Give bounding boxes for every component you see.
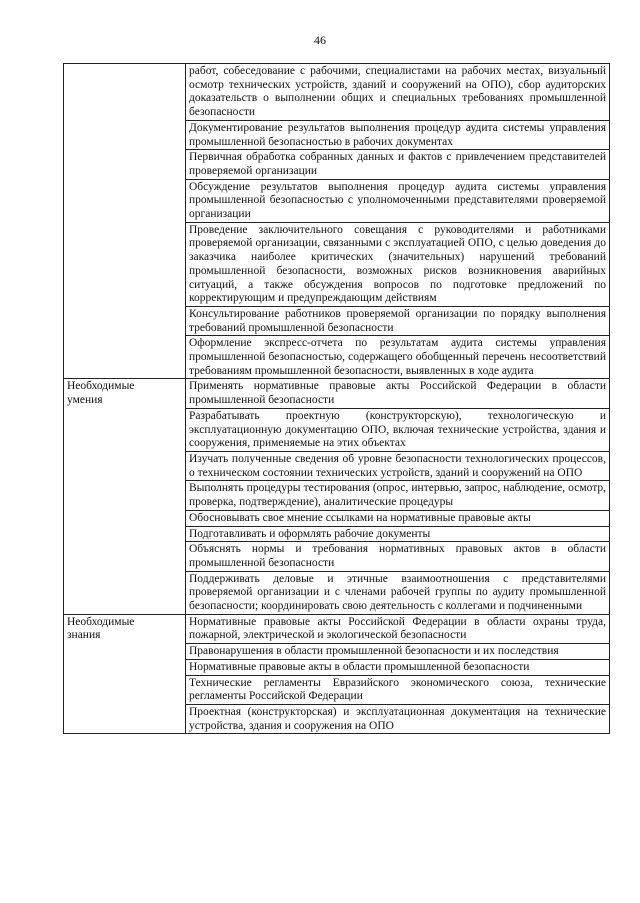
page-number: 46 (314, 33, 326, 47)
requirement-cell: Нормативные правовые акты в области промышленной безопасности (186, 659, 610, 675)
requirement-cell: Выполнять процедуры тестирования (опрос, интервью, запрос, наблюдение, осмотр, проверка, подтверждение), аналитические процедуры (186, 481, 610, 510)
section-label-cell (64, 379, 186, 614)
requirement-cell: Изучать полученные сведения об уровне безопасности технологических процессов, о техническом состоянии технических устройств, зданий и сооружений на ОПО (186, 451, 610, 480)
requirement-cell: Обосновывать свое мнение ссылками на нормативные правовые акты (186, 510, 610, 526)
requirement-cell: Разрабатывать проектную (конструкторскую), технологическую и эксплуатационную документацию ОПО, включая технические устройства, здания и сооружения, применяемые на этих объектах (186, 408, 610, 451)
requirement-cell: Оформление экспресс-отчета по результатам аудита системы управления промышленной безопасностью, содержащего обобщенный перечень несоответствий требованиям промышленной безопасности, выявленных в ходе аудита (186, 336, 610, 379)
table-row (64, 379, 610, 408)
requirement-cell: Проведение заключительного совещания с руководителями и работниками проверяемой организации, связанными с эксплуатацией ОПО, с целью доведения до заказчика наиболее критических (значительных) нарушений требований промышленной безопасности, возможных рисков возникновения аварийных ситуаций, а также обсуждения вопросов по подготовке предложений по корректирующим и предупреждающим действиям (186, 222, 610, 306)
requirement-cell: Применять нормативные правовые акты Российской Федерации в области промышленной безопасности (186, 379, 610, 408)
requirement-cell: работ, собеседование с рабочими, специалистами на рабочих местах, визуальный осмотр технических устройств, зданий и сооружений на ОПО), сбор аудиторских доказательств о выполнении общих и специальных требованиях промышленной безопасности (186, 64, 610, 121)
requirement-cell: Объяснять нормы и требования нормативных правовых актов в области промышленной безопасности (186, 542, 610, 571)
requirement-cell: Документирование результатов выполнения процедур аудита системы управления промышленной безопасностью в рабочих документах (186, 120, 610, 149)
requirement-cell: Проектная (конструкторская) и эксплуатационная документация на технические устройства, здания и сооружения на ОПО (186, 704, 610, 733)
section-label-cell (64, 614, 186, 734)
requirements-table-body (64, 64, 610, 734)
requirement-cell: Поддерживать деловые и этичные взаимоотношения с представителями проверяемой организации и с членами рабочей группы по аудиту промышленной безопасности; координировать свою деятельность с коллегами и подчиненными (186, 571, 610, 614)
requirement-cell: Правонарушения в области промышленной безопасности и их последствия (186, 644, 610, 660)
section-label: Необходимые знания (67, 615, 135, 642)
requirement-cell: Технические регламенты Евразийского экономического союза, технические регламенты Российской Федерации (186, 675, 610, 704)
requirements-table (63, 63, 610, 734)
section-label: Необходимые умения (67, 380, 135, 407)
requirement-cell: Обсуждение результатов выполнения процедур аудита системы управления промышленной безопасностью с уполномоченными представителями проверяемой организации (186, 179, 610, 222)
section-label-cell (64, 64, 186, 379)
table-row (64, 64, 610, 121)
requirement-cell: Нормативные правовые акты Российской Федерации в области охраны труда, пожарной, электрической и экологической безопасности (186, 614, 610, 643)
requirement-cell: Подготавливать и оформлять рабочие документы (186, 526, 610, 542)
requirement-cell: Консультирование работников проверяемой организации по порядку выполнения требований промышленной безопасности (186, 306, 610, 335)
requirement-cell: Первичная обработка собранных данных и фактов с привлечением представителей проверяемой организации (186, 150, 610, 179)
table-row (64, 614, 610, 643)
